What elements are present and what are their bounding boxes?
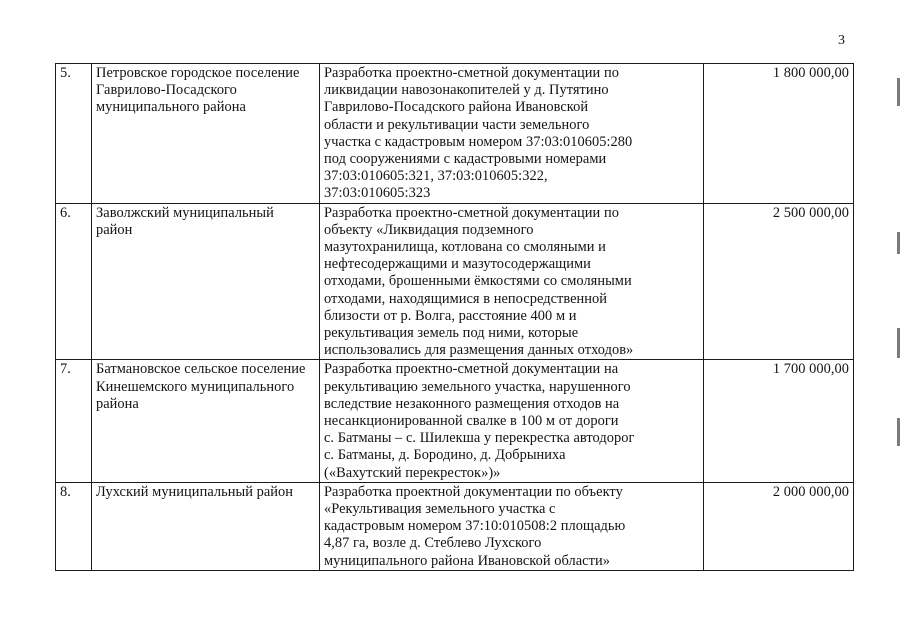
description-cell xyxy=(320,360,704,482)
description-line: («Вахутский перекресток»)» xyxy=(324,464,501,481)
description-cell xyxy=(320,482,704,570)
scan-edge-mark xyxy=(897,78,900,106)
description-line: муниципального района Ивановской области» xyxy=(324,552,610,569)
row-number: 6. xyxy=(56,203,92,360)
description-line: 37:03:010605:321, 37:03:010605:322, xyxy=(324,168,548,185)
description-line: рекультивацию земельного участка, нарушенного xyxy=(324,378,631,395)
recipient-line: Гаврилово-Посадского xyxy=(96,82,237,99)
recipient-line: района xyxy=(96,395,139,412)
description-line: Разработка проектной документации по объекту xyxy=(324,483,623,500)
recipient-line: Заволжский муниципальный xyxy=(96,204,274,221)
description-line: ликвидации навозонакопителей у д. Путятино xyxy=(324,82,609,99)
table-row xyxy=(56,64,854,204)
amount-cell: 1 700 000,00 xyxy=(704,360,854,482)
description-line: с. Батманы – с. Шилекша у перекрестка автодорог xyxy=(324,430,635,447)
description-cell xyxy=(320,203,704,360)
description-line: использовались для размещения данных отходов» xyxy=(324,342,634,359)
description-line: отходами, брошенными ёмкостями со смоляными xyxy=(324,273,632,290)
amount-cell: 1 800 000,00 xyxy=(704,64,854,204)
row-number: 5. xyxy=(56,64,92,204)
recipient-line: Кинешемского муниципального xyxy=(96,378,295,395)
row-number: 8. xyxy=(56,482,92,570)
description-line: Разработка проектно-сметной документации по xyxy=(324,204,619,221)
recipient-line: Батмановское сельское поселение xyxy=(96,361,306,378)
row-number: 7. xyxy=(56,360,92,482)
table-row xyxy=(56,360,854,482)
description-line: Разработка проектно-сметной документации по xyxy=(324,65,619,81)
description-line: несанкционированной свалке в 100 м от дороги xyxy=(324,413,619,430)
description-line: с. Батманы, д. Бородино, д. Добрыниха xyxy=(324,447,566,464)
recipient-cell xyxy=(92,360,320,482)
scan-edge-mark xyxy=(897,418,900,446)
recipient-cell xyxy=(92,64,320,204)
description-line: 37:03:010605:323 xyxy=(324,185,431,202)
description-line: вследствие незаконного размещения отходов на xyxy=(324,395,620,412)
description-line: «Рекультивация земельного участка с xyxy=(324,501,556,518)
description-line: мазутохранилища, котлована со смоляными и xyxy=(324,239,606,256)
recipient-cell xyxy=(92,482,320,570)
description-line: нефтесодержащими и мазутосодержащими xyxy=(324,256,591,273)
description-line: рекультивация земель под ними, которые xyxy=(324,325,579,342)
recipient-line: район xyxy=(96,221,133,238)
table-row xyxy=(56,203,854,360)
amount-cell: 2 500 000,00 xyxy=(704,203,854,360)
description-line: объекту «Ликвидация подземного xyxy=(324,221,534,238)
scan-edge-mark xyxy=(897,232,900,254)
description-line: Гаврилово-Посадского района Ивановской xyxy=(324,99,589,116)
description-line: области и рекультивации части земельного xyxy=(324,116,590,133)
page-number: 3 xyxy=(838,33,845,48)
description-cell xyxy=(320,64,704,204)
description-line: Разработка проектно-сметной документации на xyxy=(324,361,619,378)
subsidy-table xyxy=(55,63,854,571)
recipient-cell xyxy=(92,203,320,360)
description-line: кадастровым номером 37:10:010508:2 площадью xyxy=(324,518,626,535)
description-line: отходами, находящимися в непосредственной xyxy=(324,290,608,307)
description-line: участка с кадастровым номером 37:03:010605:280 xyxy=(324,133,633,150)
amount-cell: 2 000 000,00 xyxy=(704,482,854,570)
description-line: близости от р. Волга, расстояние 400 м и xyxy=(324,307,577,324)
recipient-line: муниципального района xyxy=(96,99,246,116)
scan-edge-mark xyxy=(897,328,900,358)
recipient-line: Лухский муниципальный район xyxy=(96,483,294,500)
recipient-line: Петровское городское поселение xyxy=(96,65,300,81)
description-line: под сооружениями с кадастровыми номерами xyxy=(324,151,607,168)
table-row xyxy=(56,482,854,570)
description-line: 4,87 га, возле д. Стеблево Лухского xyxy=(324,535,542,552)
